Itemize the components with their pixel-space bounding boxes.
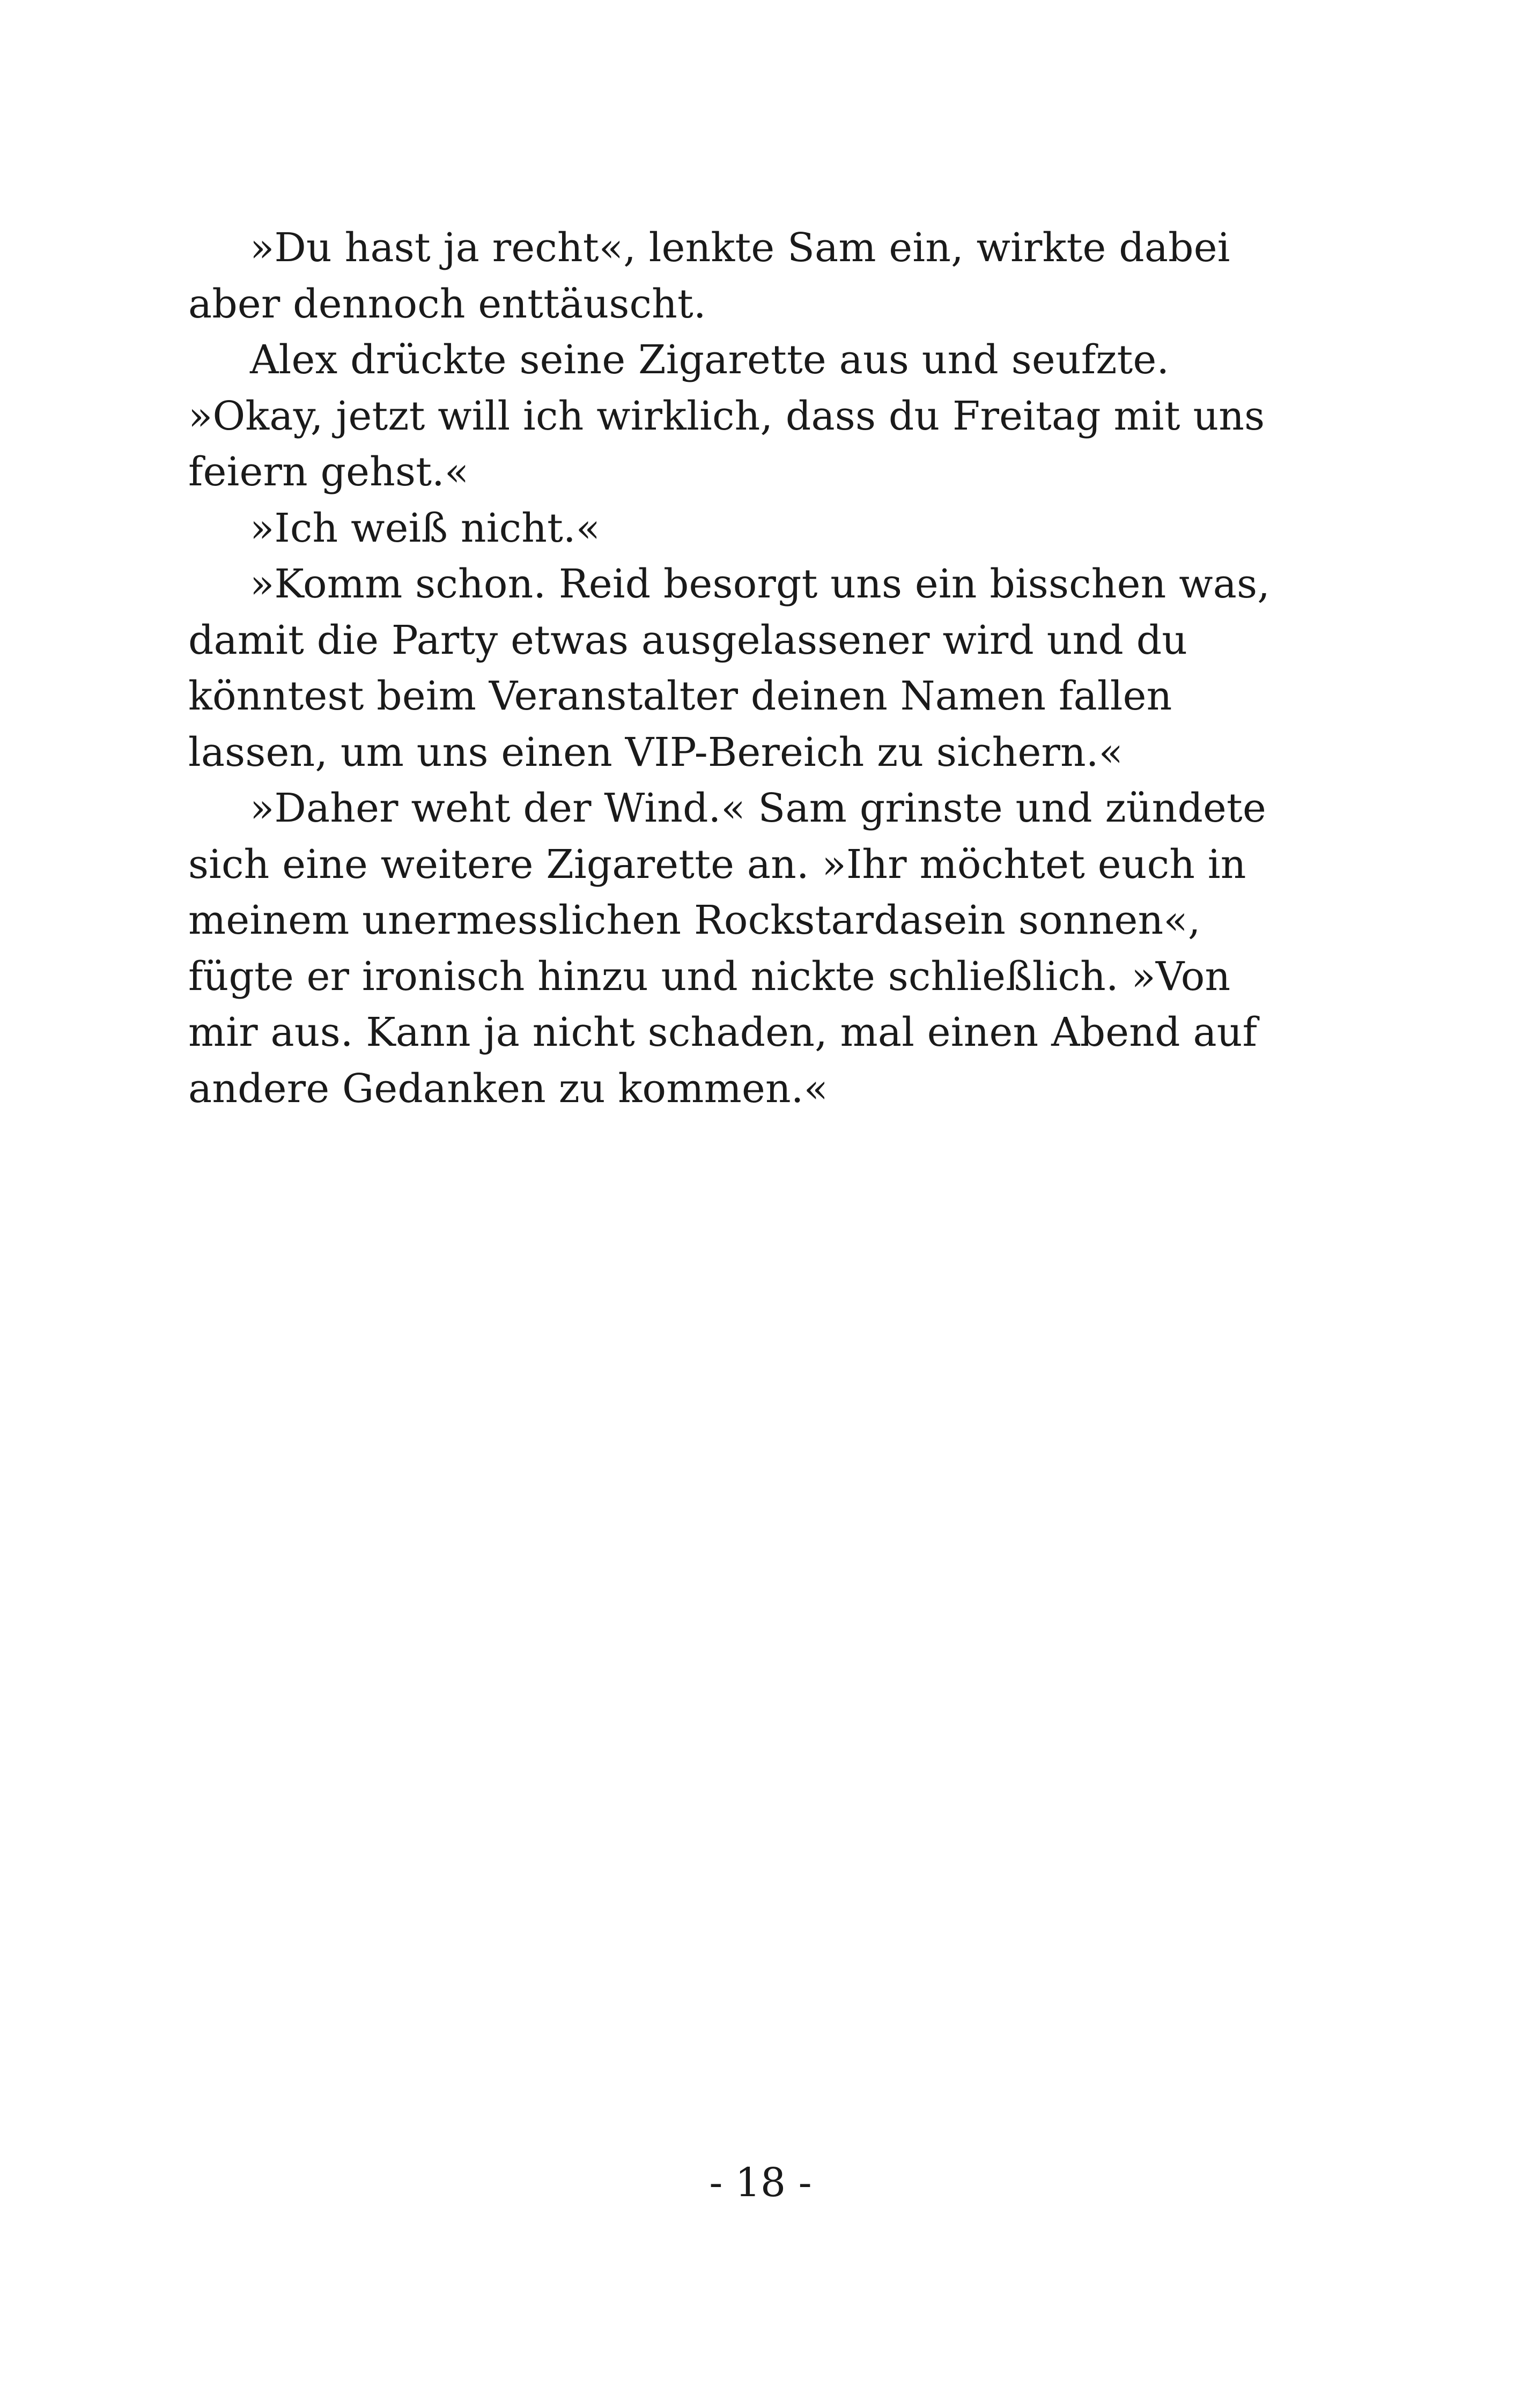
text-line: feiern gehst.« (188, 449, 469, 495)
body-text (188, 220, 1270, 1117)
text-line: aber dennoch enttäuscht. (188, 280, 706, 327)
text-line: Alex drückte seine Zigarette aus und seufzte. (250, 337, 1170, 383)
text-line: meinem unermesslichen Rockstardasein sonnen«, (188, 897, 1201, 943)
text-line: mir aus. Kann ja nicht schaden, mal einen Abend auf (188, 1009, 1258, 1055)
text-line: »Ich weiß nicht.« (250, 505, 601, 551)
text-line: damit die Party etwas ausgelassener wird und du (188, 617, 1188, 663)
text-line: fügte er ironisch hinzu und nickte schließlich. »Von (188, 953, 1231, 1000)
text-line: sich eine weitere Zigarette an. »Ihr möchtet euch in (188, 841, 1246, 888)
text-line: »Okay, jetzt will ich wirklich, dass du Freitag mit uns (188, 393, 1265, 439)
text-line: »Komm schon. Reid besorgt uns ein bisschen was, (250, 561, 1270, 607)
text-line: »Daher weht der Wind.« Sam grinste und zündete (250, 785, 1266, 831)
text-line: andere Gedanken zu kommen.« (188, 1065, 829, 1112)
text-line: könntest beim Veranstalter deinen Namen fallen (188, 673, 1172, 719)
page-number: - 18 - (709, 2160, 812, 2206)
text-line: lassen, um uns einen VIP-Bereich zu sichern.« (188, 729, 1124, 775)
text-line: »Du hast ja recht«, lenkte Sam ein, wirkte dabei (250, 225, 1230, 271)
